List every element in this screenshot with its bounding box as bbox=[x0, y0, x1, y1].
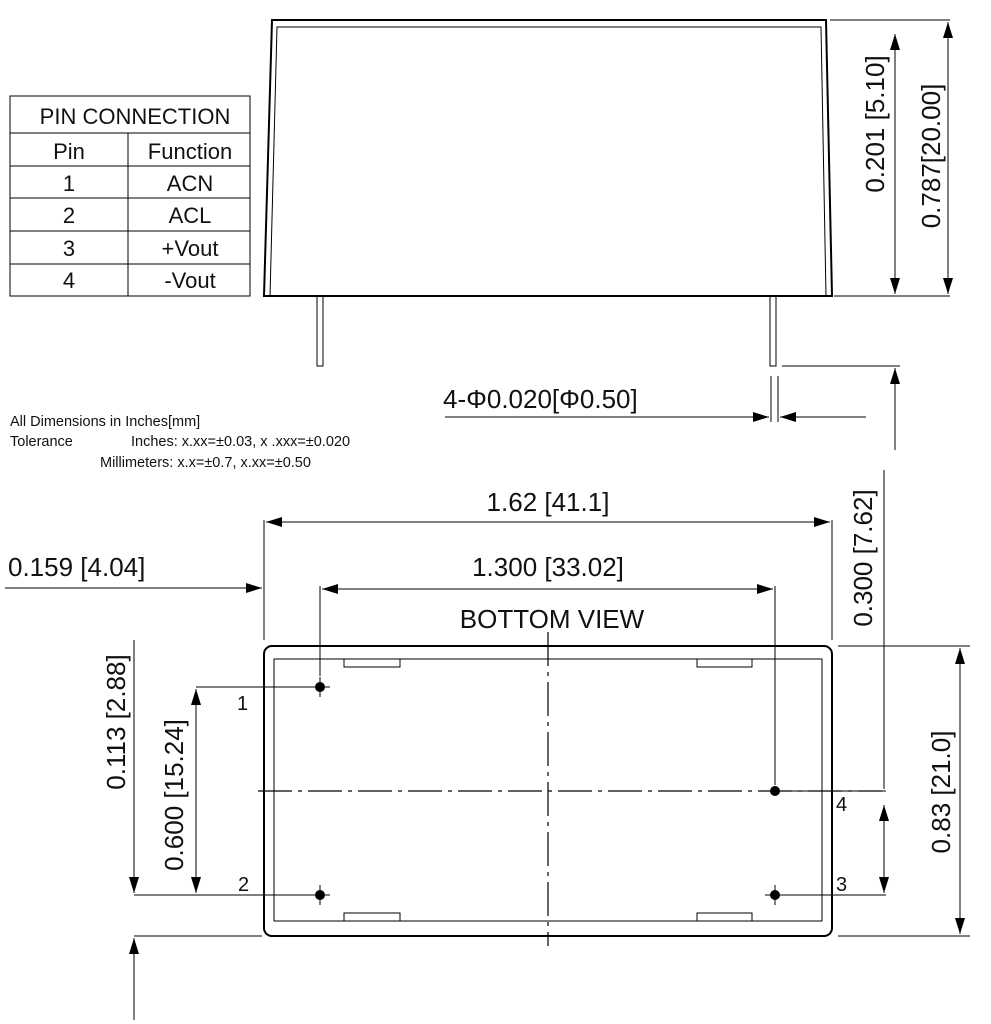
dim-depth: 0.83 [21.0] bbox=[926, 730, 956, 854]
pin-table-title: PIN CONNECTION bbox=[39, 104, 231, 129]
side-pin-left bbox=[317, 296, 323, 366]
pin-table-row-function: ACL bbox=[168, 203, 212, 228]
pin-label: 4 bbox=[836, 794, 848, 816]
side-view bbox=[264, 20, 950, 450]
note-tolerance-label: Tolerance bbox=[10, 434, 73, 450]
pin-table-row-function: ACN bbox=[166, 171, 214, 196]
note-millimeters: Millimeters: x.x=±0.7, x.xx=±0.50 bbox=[100, 455, 311, 471]
pin-4-hole bbox=[770, 786, 780, 796]
dim-pin4-offset: 0.300 [7.62] bbox=[848, 489, 878, 627]
pin-table-row-pin: 4 bbox=[62, 268, 76, 293]
pin-table-row-pin: 3 bbox=[62, 236, 76, 261]
dim-pin-spacing-y: 0.600 [15.24] bbox=[159, 719, 189, 871]
dim-total-height: 0.787[20.00] bbox=[916, 83, 946, 229]
dim-edge-offset-x: 0.159 [4.04] bbox=[8, 552, 146, 582]
pin-label: 2 bbox=[238, 874, 250, 896]
pin-connection-table bbox=[10, 96, 250, 296]
pin-table-row-function: -Vout bbox=[164, 268, 216, 293]
pin-label: 3 bbox=[836, 874, 848, 896]
dim-edge-offset-y: 0.113 [2.88] bbox=[101, 654, 131, 790]
pin-table-row-pin: 2 bbox=[62, 203, 76, 228]
note-units: All Dimensions in Inches[mm] bbox=[10, 414, 201, 430]
pin-3-hole bbox=[765, 885, 785, 905]
pin-2-hole bbox=[310, 885, 330, 905]
bottom-view bbox=[5, 470, 970, 1020]
pin-table-row-pin: 1 bbox=[62, 171, 76, 196]
pin-table-header-pin: Pin bbox=[53, 139, 85, 164]
pin-1-hole bbox=[310, 677, 330, 697]
dimension-notes bbox=[10, 414, 350, 471]
bottom-view-title: BOTTOM VIEW bbox=[459, 604, 645, 634]
pin-label: 1 bbox=[237, 693, 249, 715]
dim-pin-diameter: 4-Φ0.020[Φ0.50] bbox=[443, 384, 638, 414]
note-inches: Inches: x.xx=±0.03, x .xxx=±0.020 bbox=[131, 434, 351, 450]
dim-pin-spacing-x: 1.300 [33.02] bbox=[472, 552, 624, 582]
dim-body-height: 0.201 [5.10] bbox=[860, 55, 890, 193]
pin-table-header-function: Function bbox=[147, 139, 233, 164]
pin-table-row-function: +Vout bbox=[161, 236, 219, 261]
dim-width: 1.62 [41.1] bbox=[486, 487, 610, 517]
side-pin-right bbox=[770, 296, 776, 366]
